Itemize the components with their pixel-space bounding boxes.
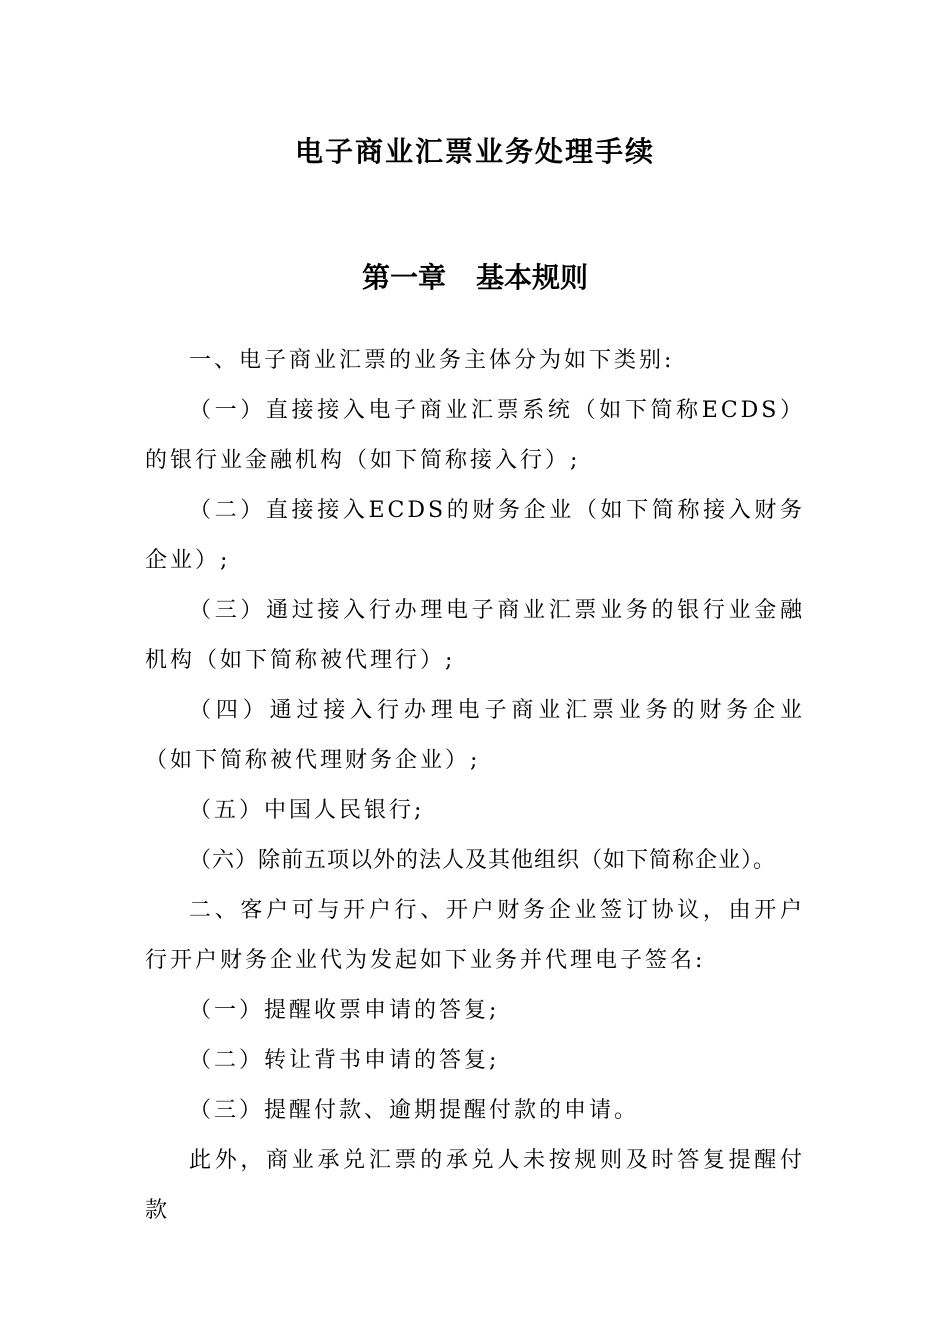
- paragraph-2: （一）直接接入电子商业汇票系统（如下简称ECDS）的银行业金融机构（如下简称接入行）;: [145, 398, 805, 473]
- chapter-number: 第一章: [361, 261, 446, 294]
- paragraph-1: 一、电子商业汇票的业务主体分为如下类别:: [189, 348, 675, 373]
- paragraph-12: 此外，商业承兑汇票的承兑人未按规则及时答复提醒付款: [145, 1148, 805, 1223]
- paragraph-9: （一）提醒收票申请的答复;: [189, 998, 500, 1023]
- document-title: 电子商业汇票业务处理手续: [294, 135, 655, 168]
- paragraph-3: （二）直接接入ECDS的财务企业（如下简称接入财务企业）;: [145, 498, 805, 573]
- paragraph-7: （六）除前五项以外的法人及其他组织（如下简称企业）。: [189, 848, 777, 873]
- paragraph-5: （四）通过接入行办理电子商业汇票业务的财务企业（如下简称被代理财务企业）;: [145, 698, 805, 773]
- document-body: [145, 336, 805, 1236]
- paragraph-10: （二）转让背书申请的答复;: [189, 1048, 500, 1073]
- paragraph-4: （三）通过接入行办理电子商业汇票业务的银行业金融机构（如下简称被代理行）;: [145, 598, 805, 673]
- chapter-heading: [0, 258, 950, 298]
- paragraph-6: （五）中国人民银行;: [189, 798, 425, 823]
- chapter-name: 基本规则: [476, 261, 589, 294]
- paragraph-8: 二、客户可与开户行、开户财务企业签订协议，由开户行开户财务企业代为发起如下业务并代理电子签名:: [145, 898, 805, 973]
- paragraph-11: （三）提醒付款、逾期提醒付款的申请。: [189, 1098, 640, 1123]
